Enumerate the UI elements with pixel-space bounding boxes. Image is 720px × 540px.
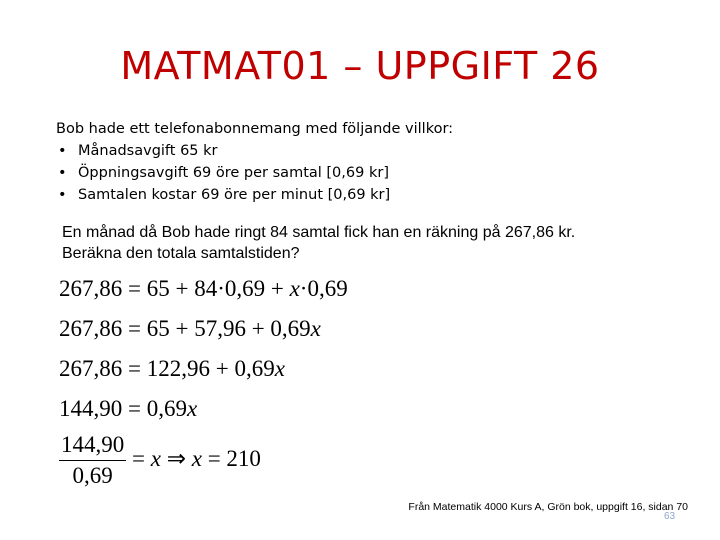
source-citation: Från Matematik 4000 Kurs A, Grön bok, uppgift 16, sidan 70 <box>408 501 688 513</box>
equation-variable: x <box>310 316 321 341</box>
question-line-2: Beräkna den totala samtalstiden? <box>62 245 300 262</box>
equation-text: ·0,69 <box>299 276 348 301</box>
conditions-list <box>56 140 453 206</box>
equation-text: = <box>126 445 151 471</box>
equation-text: 267,86 = 65 + 84·0,69 + <box>59 276 290 301</box>
problem-conditions <box>56 118 453 206</box>
condition-item: • Öppningsavgift 69 öre per samtal [0,69 kr] <box>56 162 453 184</box>
condition-item: • Månadsavgift 65 kr <box>56 140 453 162</box>
equation-variable: x <box>191 445 202 471</box>
fraction-numerator: 144,90 <box>59 432 126 461</box>
equation-text: 267,86 = 122,96 + 0,69 <box>59 356 275 381</box>
condition-item: • Samtalen kostar 69 öre per minut [0,69 kr] <box>56 184 453 206</box>
slide-number: 63 <box>664 511 676 522</box>
equation-step-5 <box>59 432 261 489</box>
equation-step-2 <box>59 316 321 342</box>
equation-step-1 <box>59 276 348 302</box>
question-line-1: En månad då Bob hade ringt 84 samtal fick han en räkning på 267,86 kr. <box>62 224 576 241</box>
implies-arrow: ⇒ <box>160 445 192 471</box>
equation-text: 144,90 = 0,69 <box>59 396 187 421</box>
equation-text: 267,86 = 65 + 57,96 + 0,69 <box>59 316 311 341</box>
equation-text: = 210 <box>201 445 261 471</box>
equation-step-3 <box>59 356 285 382</box>
equation-variable: x <box>186 396 198 421</box>
question-text <box>62 222 575 264</box>
fraction-denominator: 0,69 <box>72 463 113 488</box>
slide-title: MATMAT01 – UPPGIFT 26 <box>120 44 600 88</box>
equation-variable: x <box>274 356 285 381</box>
equation-variable: x <box>289 276 300 301</box>
equation-step-4 <box>59 396 197 422</box>
conditions-lead: Bob hade ett telefonabonnemang med följande villkor: <box>56 121 454 137</box>
fraction <box>59 432 126 489</box>
equation-variable: x <box>150 445 161 471</box>
